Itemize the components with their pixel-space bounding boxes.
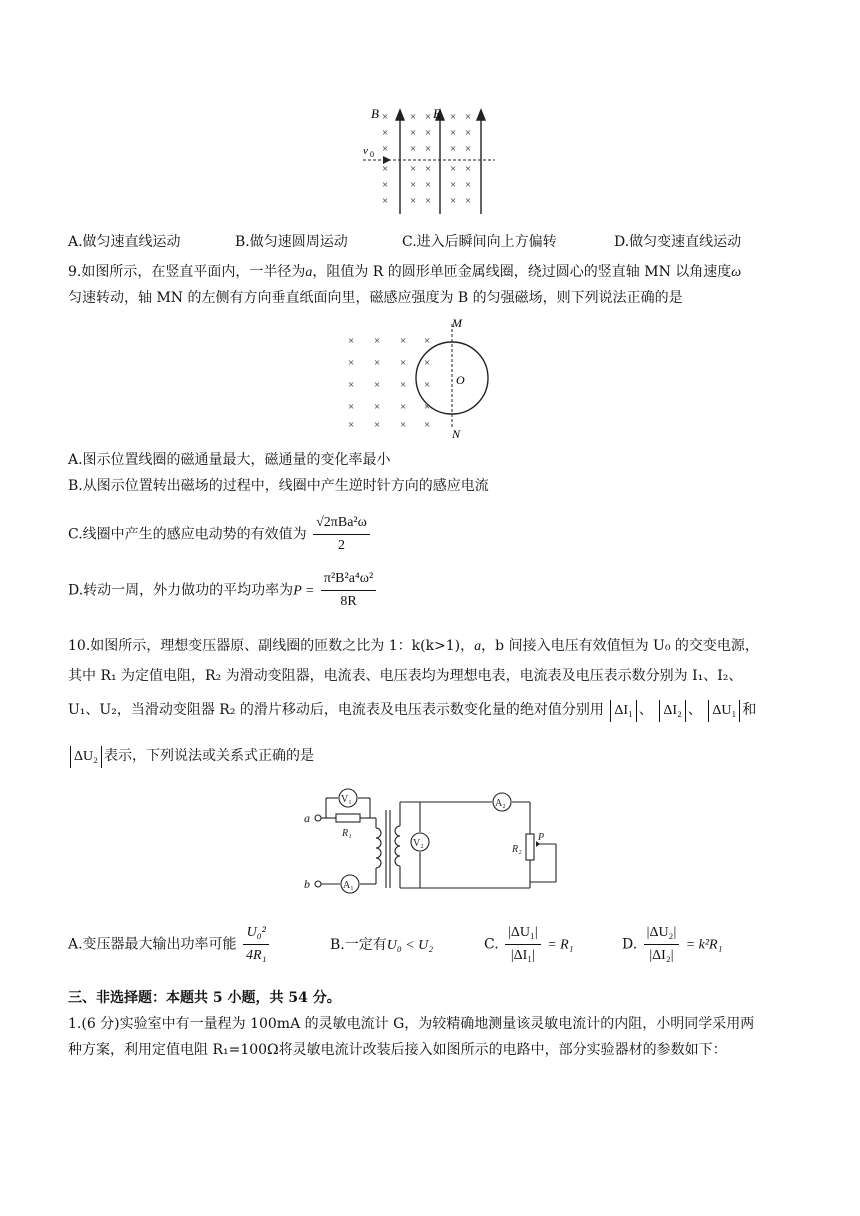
q10-stem-line1: 10.如图所示，理想变压器原、副线圈的匝数之比为 1：k(k>1)，a，b 间接入电压有效值恒为 U₀ 的交变电源， <box>68 638 759 654</box>
q8-option-a: A.做匀速直线运动 <box>68 234 181 250</box>
crossed-fields-figure <box>355 104 505 216</box>
q9-stem-line1: 9.如图所示，在竖直平面内，一半径为a，阻值为 R 的圆形单匝金属线圈，绕过圆心的竖直轴 MN 以角速度ω <box>68 264 742 280</box>
q8-option-d: D.做匀变速直线运动 <box>614 234 742 250</box>
field-cross-mark: × <box>400 401 407 413</box>
field-cross-mark: × <box>450 163 457 175</box>
field-cross-mark: × <box>348 335 355 347</box>
field-cross-mark: × <box>374 335 381 347</box>
field-cross-mark: × <box>424 335 431 347</box>
field-cross-mark: × <box>374 419 381 431</box>
ammeter-1-label: A₁ <box>343 880 354 891</box>
field-cross-mark: × <box>425 143 432 155</box>
field-cross-mark: × <box>382 111 389 123</box>
field-cross-mark: × <box>450 143 457 155</box>
field-cross-mark: × <box>424 401 431 413</box>
field-cross-mark: × <box>425 111 432 123</box>
q9-option-d: D.转动一周，外力做功的平均功率为P = $\frac{\text{π²B²a⁴ω²}}{8R}$ <box>68 568 378 613</box>
field-cross-mark: × <box>382 195 389 207</box>
field-cross-mark: × <box>348 379 355 391</box>
field-cross-mark: × <box>348 419 355 431</box>
field-cross-mark: × <box>450 111 457 123</box>
terminal-a-label: a <box>304 811 310 825</box>
ammeter-2-label: A₂ <box>495 798 506 809</box>
slider-P-label: P <box>538 832 545 843</box>
field-E-label: E <box>433 106 441 121</box>
q10-stem-line3: U₁、U₂，当滑动变阻器 R₂ 的滑片移动后，电流表及电压表示数变化量的绝对值分别用 ΔI₁ 、 ΔI₂ 、 ΔU₁ 和 <box>68 698 756 722</box>
field-cross-mark: × <box>465 163 472 175</box>
q10-stem-line4: ΔU₂ 表示，下列说法或关系式正确的是 <box>68 744 314 768</box>
field-cross-mark: × <box>374 357 381 369</box>
q9-option-b: B.从图示位置转出磁场的过程中，线圈中产生逆时针方向的感应电流 <box>68 478 489 494</box>
field-cross-mark: × <box>348 401 355 413</box>
field-cross-mark: × <box>465 179 472 191</box>
q10-option-d: D. $\frac{\text{|ΔU₂|}}{\text{|ΔI₂|}}$ = k²R₁ <box>622 922 722 967</box>
rotating-loop-figure <box>340 314 500 440</box>
problem-1-line1: 1.(6 分)实验室中有一量程为 100mA 的灵敏电流计 G，为较精确地测量该灵敏电流计的内阻，小明同学采用两 <box>68 1016 755 1032</box>
field-cross-mark: × <box>410 143 417 155</box>
field-cross-mark: × <box>450 195 457 207</box>
field-cross-mark: × <box>382 143 389 155</box>
q8-option-c: C.进入后瞬间向上方偏转 <box>402 234 557 250</box>
field-cross-mark: × <box>465 111 472 123</box>
voltmeter-1-label: V₁ <box>341 794 352 805</box>
field-cross-mark: × <box>410 127 417 139</box>
field-cross-mark: × <box>465 195 472 207</box>
q10-stem-line2: 其中 R₁ 为定值电阻，R₂ 为滑动变阻器，电流表、电压表均为理想电表，电流表及电压表示数分别为 I₁、I₂、 <box>68 668 743 684</box>
field-cross-mark: × <box>382 179 389 191</box>
field-cross-mark: × <box>410 195 417 207</box>
field-cross-mark: × <box>348 357 355 369</box>
field-cross-mark: × <box>424 419 431 431</box>
axis-M-label: M <box>452 316 462 330</box>
resistor-1-label: R₁ <box>342 828 352 839</box>
q9-option-c: C.线圈中产生的感应电动势的有效值为 $\frac{\text{√2πBa²ω}}{2}$ <box>68 512 372 557</box>
field-cross-mark: × <box>425 163 432 175</box>
center-O-label: O <box>456 373 465 387</box>
field-B-label: B <box>371 106 379 121</box>
voltmeter-2-label: V₂ <box>413 838 424 849</box>
q9-stem-line2: 匀速转动，轴 MN 的左侧有方向垂直纸面向里，磁感应强度为 B 的匀强磁场，则下列说法正确的是 <box>68 290 683 306</box>
field-cross-mark: × <box>425 195 432 207</box>
field-cross-mark: × <box>424 379 431 391</box>
q9-option-a: A.图示位置线圈的磁通量最大，磁通量的变化率最小 <box>68 452 391 468</box>
q10-option-b: B.一定有U₀ < U₂ <box>330 937 434 953</box>
field-cross-mark: × <box>400 419 407 431</box>
velocity-subscript: 0 <box>370 150 374 159</box>
resistor-2-label: R₂ <box>512 844 522 855</box>
field-cross-mark: × <box>400 379 407 391</box>
field-cross-mark: × <box>374 379 381 391</box>
field-cross-mark: × <box>424 357 431 369</box>
field-cross-mark: × <box>410 179 417 191</box>
field-cross-mark: × <box>450 179 457 191</box>
q8-option-b: B.做匀速圆周运动 <box>235 234 348 250</box>
transformer-circuit-figure <box>300 786 570 900</box>
field-cross-mark: × <box>425 179 432 191</box>
velocity-label: v <box>363 145 368 157</box>
problem-1-line2: 种方案，利用定值电阻 R₁=100Ω将灵敏电流计改装后接入如图所示的电路中，部分实验器材的参数如下： <box>68 1042 727 1058</box>
field-cross-mark: × <box>410 111 417 123</box>
terminal-b-label: b <box>304 877 310 891</box>
axis-N-label: N <box>452 427 461 440</box>
field-cross-mark: × <box>410 163 417 175</box>
field-cross-mark: × <box>450 127 457 139</box>
section-3-heading: 三、非选择题：本题共 5 小题，共 54 分。 <box>68 990 341 1006</box>
field-cross-mark: × <box>465 127 472 139</box>
q10-option-c: C. $\frac{\text{|ΔU₁|}}{\text{|ΔI₁|}}$ = R₁ <box>484 922 574 967</box>
field-cross-mark: × <box>382 163 389 175</box>
field-cross-mark: × <box>425 127 432 139</box>
field-cross-mark: × <box>374 401 381 413</box>
field-cross-mark: × <box>400 357 407 369</box>
field-cross-mark: × <box>465 143 472 155</box>
field-cross-mark: × <box>382 127 389 139</box>
q10-option-a: A.变压器最大输出功率可能 $\frac{\text{U₀²}}{\text{4R₁}}$ <box>68 922 271 967</box>
field-cross-mark: × <box>400 335 407 347</box>
